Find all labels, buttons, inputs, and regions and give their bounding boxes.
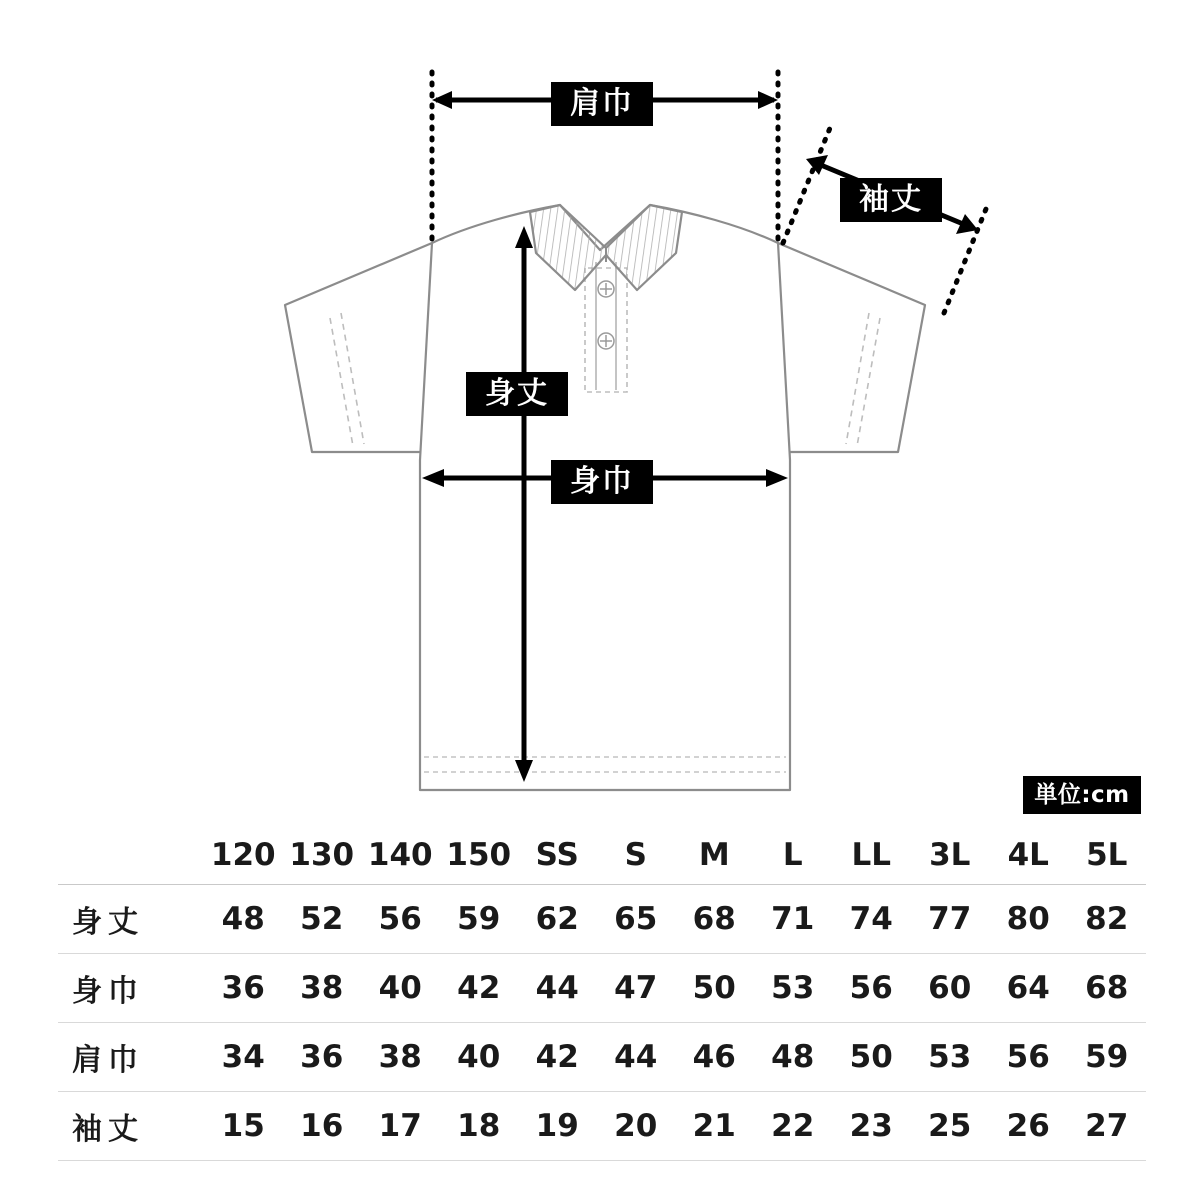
table-cell: 18: [440, 1092, 519, 1161]
table-cell: 56: [361, 885, 440, 954]
size-table: [58, 826, 1146, 1161]
table-header-cell: LL: [832, 826, 911, 885]
table-cell: 38: [283, 954, 362, 1023]
table-cell: 19: [518, 1092, 597, 1161]
row-label-shoulder-width: 肩巾: [58, 1023, 204, 1092]
size-table-body: [58, 885, 1146, 1161]
table-cell: 60: [911, 954, 990, 1023]
table-header-cell: M: [675, 826, 754, 885]
table-cell: 44: [518, 954, 597, 1023]
table-cell: 15: [204, 1092, 283, 1161]
table-cell: 53: [754, 954, 833, 1023]
table-cell: 62: [518, 885, 597, 954]
size-table-head: [58, 826, 1146, 885]
table-header-row: [58, 826, 1146, 885]
table-cell: 68: [1068, 954, 1147, 1023]
table-cell: 53: [911, 1023, 990, 1092]
table-corner-cell: [58, 826, 204, 885]
table-cell: 34: [204, 1023, 283, 1092]
table-cell: 25: [911, 1092, 990, 1161]
table-cell: 65: [597, 885, 676, 954]
table-cell: 42: [440, 954, 519, 1023]
table-row: [58, 1092, 1146, 1161]
table-cell: 50: [832, 1023, 911, 1092]
label-body-width: 身巾: [551, 460, 653, 504]
table-row: [58, 954, 1146, 1023]
table-cell: 68: [675, 885, 754, 954]
table-header-cell: 5L: [1068, 826, 1147, 885]
table-header-cell: 3L: [911, 826, 990, 885]
table-cell: 36: [283, 1023, 362, 1092]
table-cell: 71: [754, 885, 833, 954]
table-cell: 59: [1068, 1023, 1147, 1092]
table-cell: 80: [989, 885, 1068, 954]
table-cell: 17: [361, 1092, 440, 1161]
table-cell: 52: [283, 885, 362, 954]
table-cell: 23: [832, 1092, 911, 1161]
table-cell: 46: [675, 1023, 754, 1092]
row-label-body-width: 身巾: [58, 954, 204, 1023]
table-cell: 16: [283, 1092, 362, 1161]
table-cell: 48: [204, 885, 283, 954]
table-cell: 77: [911, 885, 990, 954]
table-cell: 59: [440, 885, 519, 954]
table-cell: 22: [754, 1092, 833, 1161]
table-cell: 47: [597, 954, 676, 1023]
table-cell: 38: [361, 1023, 440, 1092]
table-header-cell: 120: [204, 826, 283, 885]
table-cell: 40: [361, 954, 440, 1023]
table-header-cell: SS: [518, 826, 597, 885]
table-cell: 27: [1068, 1092, 1147, 1161]
table-cell: 82: [1068, 885, 1147, 954]
row-label-body-length: 身丈: [58, 885, 204, 954]
table-row: [58, 1023, 1146, 1092]
table-cell: 50: [675, 954, 754, 1023]
table-header-cell: 150: [440, 826, 519, 885]
table-cell: 21: [675, 1092, 754, 1161]
label-shoulder-width: 肩巾: [551, 82, 653, 126]
table-header-cell: 140: [361, 826, 440, 885]
table-cell: 42: [518, 1023, 597, 1092]
label-body-length: 身丈: [466, 372, 568, 416]
table-header-cell: S: [597, 826, 676, 885]
table-cell: 56: [832, 954, 911, 1023]
table-cell: 20: [597, 1092, 676, 1161]
table-cell: 64: [989, 954, 1068, 1023]
table-cell: 48: [754, 1023, 833, 1092]
unit-badge: 単位:cm: [1023, 776, 1141, 814]
table-header-cell: 4L: [989, 826, 1068, 885]
row-label-sleeve-length: 袖丈: [58, 1092, 204, 1161]
table-cell: 26: [989, 1092, 1068, 1161]
label-sleeve-length: 袖丈: [840, 178, 942, 222]
table-cell: 56: [989, 1023, 1068, 1092]
table-header-cell: L: [754, 826, 833, 885]
table-cell: 44: [597, 1023, 676, 1092]
table-header-cell: 130: [283, 826, 362, 885]
table-cell: 40: [440, 1023, 519, 1092]
table-cell: 74: [832, 885, 911, 954]
table-cell: 36: [204, 954, 283, 1023]
table-row: [58, 885, 1146, 954]
